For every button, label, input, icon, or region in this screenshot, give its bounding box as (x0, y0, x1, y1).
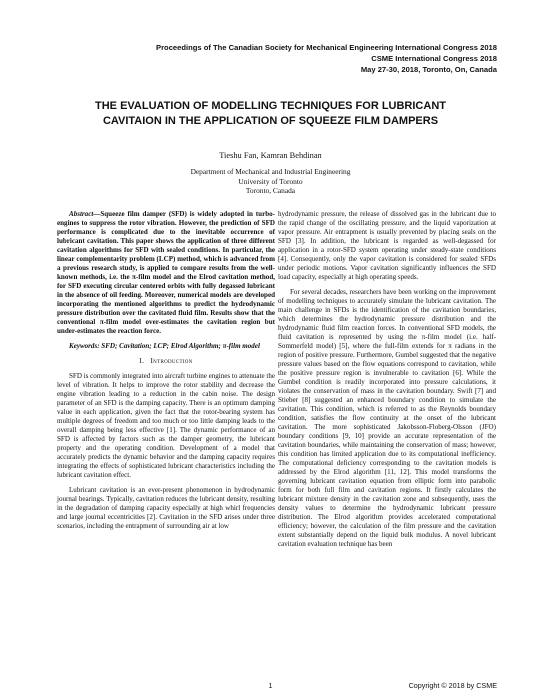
proceedings-line-3: May 27-30, 2018, Toronto, On, Canada (360, 65, 497, 74)
section-number: I. (139, 357, 145, 365)
affiliation-line-1: Department of Mechanical and Industrial Engineering (190, 167, 351, 176)
intro-paragraph-2: Lubricant cavitation is an ever-present phenomenon in hydrodynamic journal bearings. Typically, cavitation reduces the lubricant density, resulting in the degradation of damping capacity especially at high whirl frequencies and large journal eccentricities [2]. Cavitation in the SFD arises under three scenarios, including the entrapment of surrounding air at low (57, 486, 275, 530)
affiliation (0, 167, 541, 196)
abstract-text: —Squeeze film damper (SFD) is widely adopted in turbo-engines to suppress the rotor vibration. However, the prediction of SFD performance is complicated due to the inevitable occurrence of lubricant cavitation. This paper shows the application of three different cavitation algorithms for SFD with sealed conditions. In particular, the linear complementarity problem (LCP) method, which is advanced from a previous research study, is applied to compare results from the well-known methods, i.e. the π-film model and the Elrod cavitation method, for SFD executing circular centered orbits with fully degassed lubricant in the absence of oil feeding. Moreover, numerical models are developed incorporating the mentioned algorithms to predict the hydrodynamic pressure distribution over the cavitated fluid film. Results show that the conventional π-film model over-estimates the cavitation region but under-estimates the reaction force. (57, 210, 275, 335)
title-line-1: THE EVALUATION OF MODELLING TECHNIQUES FOR LUBRICANT (95, 100, 446, 112)
proceedings-header (77, 42, 497, 75)
proceedings-line-2: CSME International Congress 2018 (371, 54, 497, 63)
copyright: Copyright © 2018 by CSME (408, 681, 497, 690)
intro-paragraph-3: hydrodynamic pressure, the release of dissolved gas in the lubricant due to the rapid change of the oscillating pressure, and the liquid vaporization at vapor pressure. Air entrapment is usually prevented by placing seals on the SFD [3]. In addition, the lubricant is regarded as well-degassed for application in a rotor-SFD system operating under steady-state conditions [4]. Consequently, only the vapor cavitation is considered for sealed SFDs under periodic motions. Vapor cavitation significantly influences the SFD load capacity, especially at high operating speeds. (278, 210, 496, 281)
paper-title (40, 99, 501, 129)
keywords: Keywords: SFD; Cavitation; LCP; Elrod Algorithm; π-film model (69, 342, 260, 350)
section-heading (57, 357, 275, 366)
right-column (278, 210, 496, 555)
page-number: 1 (268, 681, 273, 690)
intro-paragraph-4: For several decades, researchers have been working on the improvement of modelling techniques to accurately simulate the lubricant cavitation. The main challenge in SFDs is the identification of the cavitation boundaries, which determines the hydrodynamic pressure distribution and the hydrodynamic fluid film reaction forces. In conventional SFD models, the fluid cavitation is represented by using the π-film model (i.e. half-Sommerfeld model) [5], where the full-film extends for π radians in the region of positive pressure. Furthermore, Gumbel suggested that the negative pressure values based on the flow equations correspond to cavitation, while the positive pressure region is invulnerable to cavitation [6]. While the Gumbel condition is readily incorporated into pressure calculations, it violates the conservation of mass in the cavitation boundary. Swift [7] and Stieber [8] suggested an enhanced boundary condition to simulate the cavitation. This condition, which is referred to as the Reynolds boundary condition, satisfies the flow continuity at the onset of the lubricant cavitation. The more sophisticated Jakobsson-Floberg-Olsson (JFO) boundary conditions [9, 10] provide an accurate representation of the cavitation boundaries, while maintaining the conservation of mass; however, this condition has limited application due to its computational inefficiency. The computational deficiency corresponding to the cavitation models is addressed by the Elrod algorithm [11, 12]. This model transforms the governing lubricant cavitation equation from elliptic form into parabolic form for both full film and cavitation regions. It firstly calculates the lubricant mixture density in the cavitation zone and subsequently, uses the density values to determine the hydrodynamic lubricant pressure distribution. The Elrod algorithm provides accelerated computational efficiency; however, the calculation of the film pressure and the cavitation extent substantially depend on the liquid bulk modulus. A novel lubricant cavitation evaluation technique has been (278, 288, 496, 548)
authors: Tieshu Fan, Kamran Behdinan (219, 151, 322, 160)
section-title: Introduction (150, 357, 193, 365)
title-line-2: CAVITAION IN THE APPLICATION OF SQUEEZE FILM DAMPERS (102, 115, 439, 127)
abstract-label: Abstract (69, 210, 94, 218)
left-column (57, 210, 275, 537)
abstract (57, 210, 275, 336)
proceedings-line-1: Proceedings of The Canadian Society for Mechanical Engineering International Congress 2018 (156, 43, 497, 52)
affiliation-line-2: University of Toronto (238, 176, 303, 186)
affiliation-line-3: Toronto, Canada (245, 186, 296, 196)
intro-paragraph-1: SFD is commonly integrated into aircraft turbine engines to attenuate the level of vibration. It helps to improve the rotor stability and decrease the engine vibration leading to a reduction in the cabin noise. The design parameter of an SFD is the damping capacity. There is an optimum damping value in each application, given the fact that the rotor-bearing system has multiple degrees of freedom and too much or too little damping leads to the overall damping being less effective [1]. The dynamic performance of an SFD is affected by factors such as the damper geometry, the lubricant property and the operating condition. Development of a model that accurately predicts the dynamic behavior and the damping capacity requires integrating the effects of sophisticated lubricant characteristics including the lubricant cavitation effect. (57, 372, 275, 479)
